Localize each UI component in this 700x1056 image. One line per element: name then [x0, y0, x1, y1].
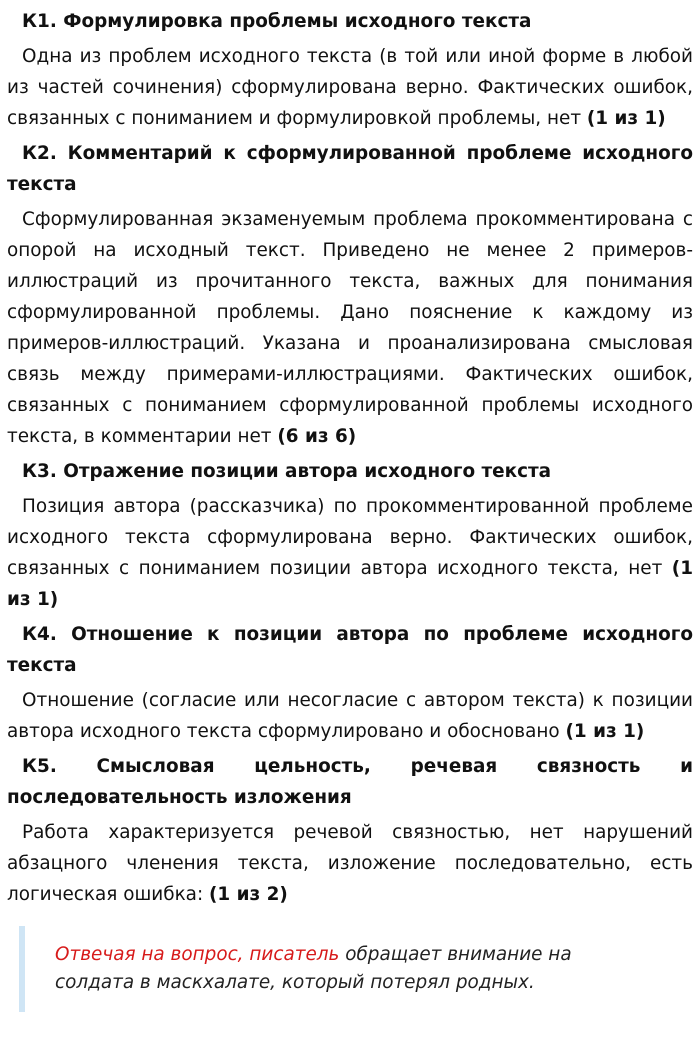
- criterion-k1: [7, 6, 693, 134]
- quote-block: [19, 926, 615, 1012]
- criterion-text: [7, 685, 693, 747]
- criterion-body: Одна из проблем исходного текста (в той или иной форме в любой из частей сочинения) сформулирована верно. Фактических ошибок, связанных с пониманием и формулировкой проблемы, нет: [7, 46, 693, 129]
- criterion-k4: [7, 619, 693, 747]
- criterion-body: Работа характеризуется речевой связностью, нет нарушений абзацного членения текста, изложение последовательно, есть логическая ошибка:: [7, 822, 693, 905]
- criterion-score: (1 из 2): [209, 884, 288, 905]
- criterion-heading: К4. Отношение к позиции автора по проблеме исходного текста: [7, 624, 693, 676]
- criterion-score: (1 из 1): [7, 558, 693, 610]
- criterion-text: [7, 41, 693, 134]
- criterion-text: [7, 817, 693, 910]
- criterion-k5: [7, 751, 693, 910]
- criterion-body: Сформулированная экзаменуемым проблема прокомментирована с опорой на исходный текст. Приведено не менее 2 примеров-иллюстраций из прочитанного текста, важных для понимания сформулированной проблемы. Дано пояснение к каждому из примеров-иллюстраций. Указана и проанализирована смысловая связь между примерами-иллюстрациями. Фактических ошибок, связанных с пониманием сформулированной проблемы исходного текста, в комментарии нет: [7, 209, 693, 447]
- criterion-score: (1 из 1): [565, 721, 645, 742]
- criterion-heading: К5. Смысловая цельность, речевая связность и последовательность изложения: [7, 756, 693, 808]
- criterion-k2: [7, 138, 693, 452]
- criterion-heading: К2. Комментарий к сформулированной проблеме исходного текста: [7, 143, 693, 195]
- quote-text: обращает внимание на солдата в маскхалате, который потерял родных.: [55, 944, 572, 993]
- criterion-body: Отношение (согласие или несогласие с автором текста) к позиции автора исходного текста сформулировано и обосновано: [7, 690, 693, 742]
- quote-highlight: Отвечая на вопрос, писатель: [55, 944, 340, 965]
- criterion-body: Позиция автора (рассказчика) по прокомментированной проблеме исходного текста сформулирована верно. Фактических ошибок, связанных с пониманием позиции автора исходного текста, нет: [7, 496, 693, 579]
- criterion-heading: К3. Отражение позиции автора исходного текста: [22, 461, 552, 482]
- criterion-score: (6 из 6): [277, 426, 357, 447]
- criterion-k3: [7, 456, 693, 615]
- criterion-text: [7, 491, 693, 615]
- criterion-text: [7, 204, 693, 452]
- criterion-heading: К1. Формулировка проблемы исходного текста: [22, 11, 532, 32]
- criterion-score: (1 из 1): [586, 108, 666, 129]
